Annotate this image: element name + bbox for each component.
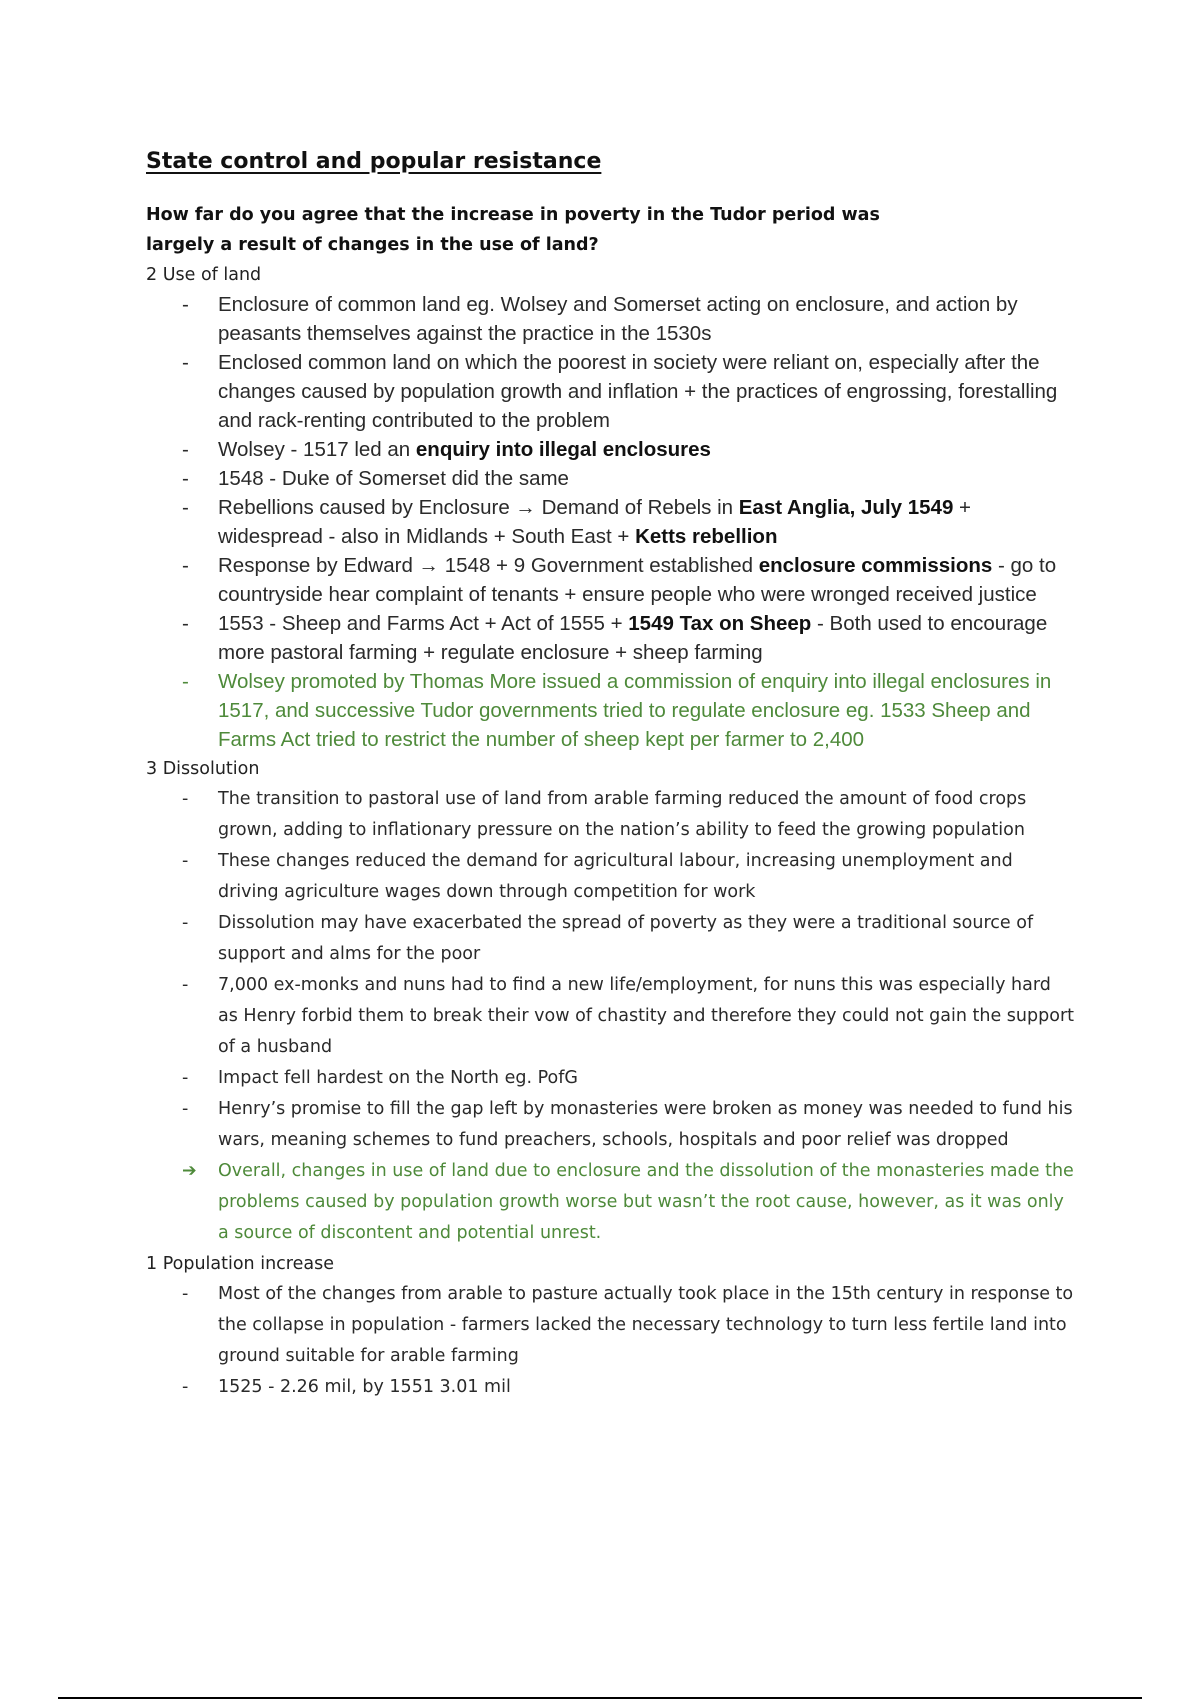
- section-heading-dissolution: 3 Dissolution: [146, 759, 260, 779]
- list-item: - Enclosure of common land eg. Wolsey and Somerset acting on enclosure, and action by peasants themselves against the practice in the 1530s: [146, 290, 1076, 348]
- list-item: - Wolsey - 1517 led an enquiry into illegal enclosures: [146, 435, 1076, 464]
- dash-bullet: -: [182, 913, 189, 933]
- list-item: - The transition to pastoral use of land from arable farming reduced the amount of food crops grown, adding to inflationary pressure on the nation’s ability to feed the growing population: [146, 784, 1076, 846]
- dash-bullet: -: [182, 467, 189, 490]
- dash-bullet: -: [182, 496, 189, 519]
- list-item-highlighted: - Wolsey promoted by Thomas More issued a commission of enquiry into illegal enclosures in 1517, and successive Tudor governments tried to regulate enclosure eg. 1533 Sheep and Farms Act tried to restrict the number of sheep kept per farmer to 2,400: [146, 667, 1076, 754]
- conclusion-item: ➔ Overall, changes in use of land due to enclosure and the dissolution of the monasteries made the problems caused by population growth worse but wasn’t the root cause, however, as it was only a source of discontent and potential unrest.: [146, 1156, 1076, 1249]
- dash-bullet: -: [182, 351, 189, 374]
- list-item: - 1525 - 2.26 mil, by 1551 3.01 mil: [146, 1372, 1076, 1403]
- dash-bullet: -: [182, 612, 189, 635]
- dash-bullet: -: [182, 293, 189, 316]
- dash-bullet: -: [182, 670, 189, 693]
- dash-bullet: -: [182, 975, 189, 995]
- list-item: - Henry’s promise to fill the gap left by monasteries were broken as money was needed to fund his wars, meaning schemes to fund preachers, schools, hospitals and poor relief was dropped: [146, 1094, 1076, 1156]
- dash-bullet: -: [182, 1099, 189, 1119]
- list-item: - Enclosed common land on which the poorest in society were reliant on, especially after the changes caused by population growth and inflation + the practices of engrossing, forestalling and rack-renting contributed to the problem: [146, 348, 1076, 435]
- footer-divider: [58, 1697, 1142, 1699]
- dash-bullet: -: [182, 1284, 189, 1304]
- dash-bullet: -: [182, 1377, 189, 1397]
- list-item: - Rebellions caused by Enclosure → Demand of Rebels in East Anglia, July 1549 + widespread - also in Midlands + South East + Ketts rebellion: [146, 493, 1076, 551]
- list-item: - 1548 - Duke of Somerset did the same: [146, 464, 1076, 493]
- section-heading-population-increase: 1 Population increase: [146, 1254, 334, 1274]
- arrow-right-icon: ➔: [182, 1161, 197, 1181]
- dash-bullet: -: [182, 1068, 189, 1088]
- population-list: [146, 1279, 1076, 1403]
- dash-bullet: -: [182, 851, 189, 871]
- essay-question: How far do you agree that the increase in poverty in the Tudor period was largely a result of changes in the use of land?: [146, 205, 880, 255]
- list-item: - Dissolution may have exacerbated the spread of poverty as they were a traditional source of support and alms for the poor: [146, 908, 1076, 970]
- list-item: - Impact fell hardest on the North eg. PofG: [146, 1063, 1076, 1094]
- section-heading-use-of-land: 2 Use of land: [146, 265, 262, 285]
- dash-bullet: -: [182, 438, 189, 461]
- document-page: [146, 146, 1076, 1403]
- list-item: - These changes reduced the demand for agricultural labour, increasing unemployment and driving agriculture wages down through competition for work: [146, 846, 1076, 908]
- list-item: - 7,000 ex-monks and nuns had to find a new life/employment, for nuns this was especially hard as Henry forbid them to break their vow of chastity and therefore they could not gain the support of a husband: [146, 970, 1076, 1063]
- dash-bullet: -: [182, 789, 189, 809]
- dissolution-list: [146, 784, 1076, 1249]
- list-item: - Response by Edward → 1548 + 9 Government established enclosure commissions - go to countryside hear complaint of tenants + ensure people who were wronged received justice: [146, 551, 1076, 609]
- page-title: State control and popular resistance: [146, 149, 602, 174]
- list-item: - Most of the changes from arable to pasture actually took place in the 15th century in response to the collapse in population - farmers lacked the necessary technology to turn less fertile land into ground suitable for arable farming: [146, 1279, 1076, 1372]
- use-of-land-list: [146, 290, 1076, 754]
- dash-bullet: -: [182, 554, 189, 577]
- list-item: - 1553 - Sheep and Farms Act + Act of 1555 + 1549 Tax on Sheep - Both used to encourage more pastoral farming + regulate enclosure + sheep farming: [146, 609, 1076, 667]
